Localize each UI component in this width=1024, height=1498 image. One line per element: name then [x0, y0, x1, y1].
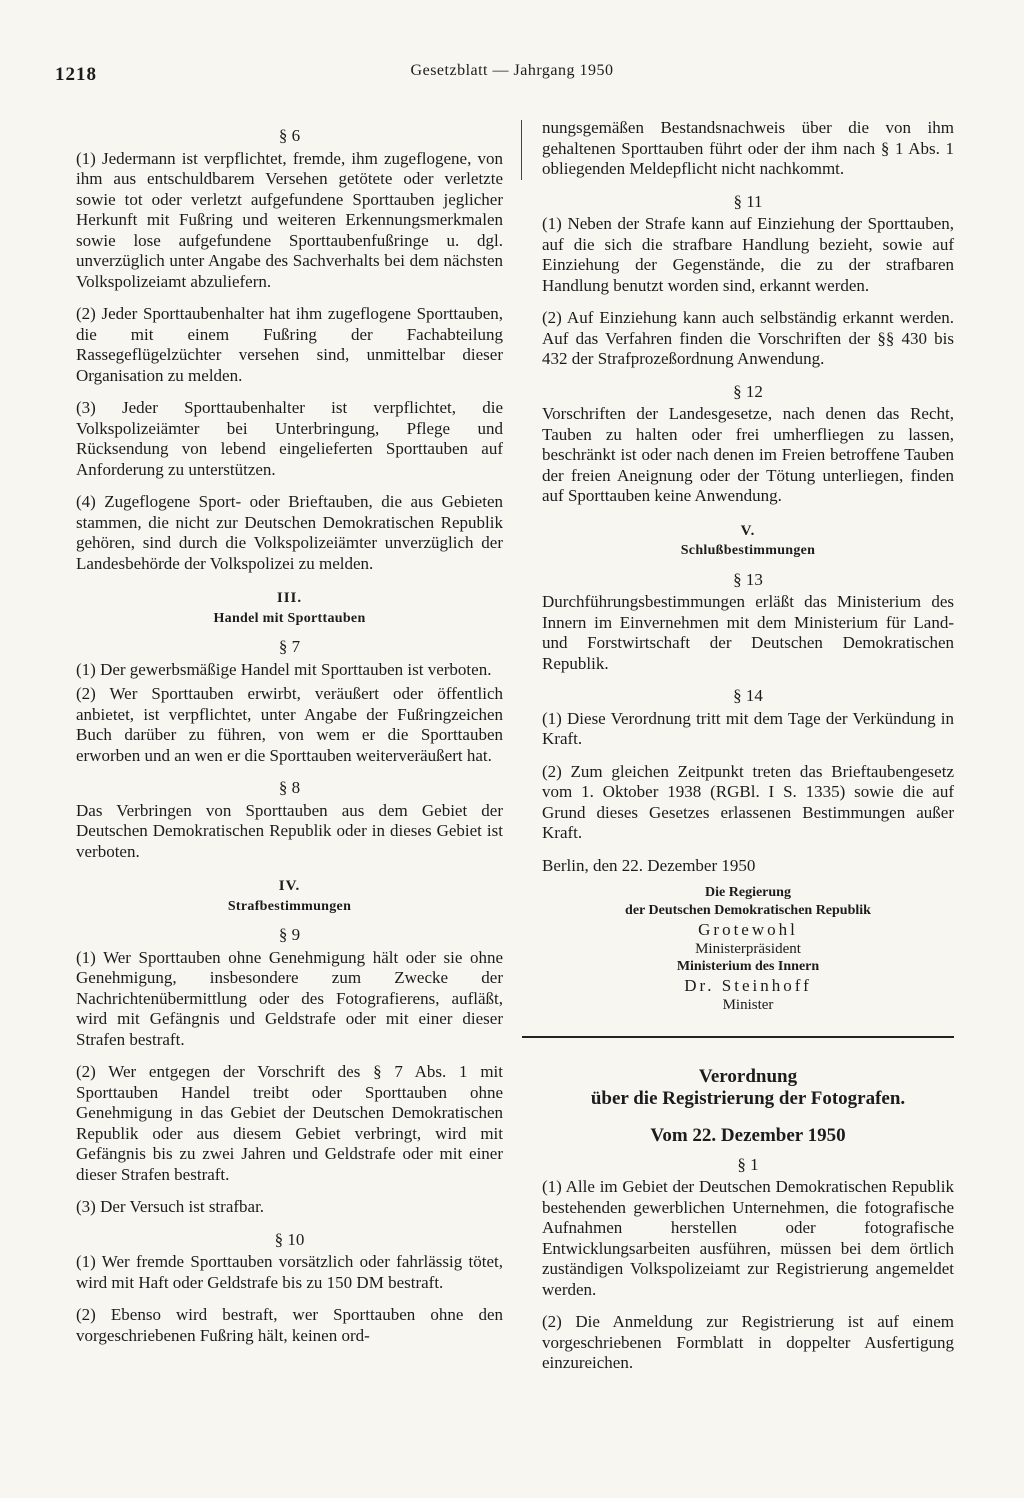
signatory-name: Dr. Steinhoff [684, 976, 812, 995]
place-date: Berlin, den 22. Dezember 1950 [542, 855, 756, 875]
paragraph-heading: § 10 [274, 1229, 305, 1249]
body-text: (1) Der gewerbsmäßige Handel mit Sporttauben ist verboten. [76, 659, 492, 679]
body-text: (1) Neben der Strafe kann auf Einziehung der Sporttauben, auf die sich die strafbare Handlung bezieht, sowie auf Einziehung der Gegenstände, die zu der strafbaren Handlung benutzt worden sind, erkannt werden. [542, 214, 954, 295]
decree-date: Vom 22. Dezember 1950 [650, 1125, 846, 1146]
body-text: (1) Diese Verordnung tritt mit dem Tage der Verkündung in Kraft. [542, 708, 954, 748]
body-text: (3) Jeder Sporttaubenhalter ist verpflichtet, die Volkspolizeiämter bei Unterbringung, Pflege und Rücksendung von lebend eingelieferten Sporttauben auf Anforderung zu unterstützen. [76, 398, 503, 479]
paragraph-heading: § 14 [733, 686, 763, 705]
paragraph-heading: § 13 [733, 569, 763, 589]
signatory-title: Ministerpräsident [695, 941, 801, 957]
body-text: nungsgemäßen Bestandsnachweis über die von ihm gehaltenen Sporttauben führt oder der ihm nach § 1 Abs. 1 obliegenden Meldepflicht nicht nachkommt. [542, 118, 954, 178]
body-text: Das Verbringen von Sporttauben aus dem Gebiet der Deutschen Demokratischen Republik oder in dieses Gebiet ist verboten. [76, 800, 503, 861]
body-text: (2) Wer entgegen der Vorschrift des § 7 Abs. 1 mit Sporttauben Handel treibt oder Sporttauben ohne Genehmigung in das Gebiet der Deutschen Demokratischen Republik oder aus diesem Gebiet verbringt, wird mit Gefängnis bis zu zwei Jahren und Geldstrafe oder mit einer dieser Strafen bestraft. [76, 1062, 503, 1184]
section-number: V. [740, 522, 756, 539]
paragraph-heading: § 12 [733, 381, 763, 401]
paragraph-heading: § 7 [278, 637, 301, 656]
paragraph-heading: § 9 [278, 925, 301, 944]
signatory-title: Minister [722, 997, 774, 1013]
signature-government: Die Regierung [705, 885, 791, 900]
signature-ministry: Ministerium des Innern [676, 959, 820, 974]
body-text: (2) Auf Einziehung kann auch selbständig erkannt werden. Auf das Verfahren finden die Vorschriften der §§ 430 bis 432 der Strafprozeßordnung Anwendung. [542, 308, 954, 368]
body-text: (2) Wer Sporttauben erwirbt, veräußert oder öffentlich anbietet, ist verpflichtet, unter Angabe der Fußringzeichen Buch darüber zu führen, von wem er die Sporttauben erworben und an wen er die Sporttauben weiterveräußert hat. [76, 684, 503, 765]
signatory-name: Grotewohl [698, 920, 798, 939]
paragraph-heading: § 6 [278, 126, 301, 145]
decree-title: Verordnung [698, 1066, 798, 1087]
section-title: Strafbestimmungen [227, 898, 352, 914]
body-text: (1) Wer Sporttauben ohne Genehmigung hält oder sie ohne Genehmigung, insbesondere zum Zwecke der Nachrichtenübermittlung oder des Fotografierens, aufläßt, wird mit Gefängnis und Geldstrafe oder mit einer dieser Strafen bestraft. [76, 947, 503, 1049]
body-text: Durchführungsbestimmungen erläßt das Ministerium des Innern im Einvernehmen mit dem Ministerium für Land- und Forstwirtschaft der Deutschen Demokratischen Republik. [542, 592, 954, 673]
signature-government: der Deutschen Demokratischen Republik [625, 903, 871, 918]
body-text: (1) Jedermann ist verpflichtet, fremde, ihm zugeflogene, von ihm aus entschuldbarem Versehen getötete oder verletzte sowie tot oder verletzt aufgefundene Sporttauben jeglicher Herkunft mit Fußring und weiteren Erkennungsmerkmalen sowie lose aufgefundene Sporttaubenfußringe u. dgl. unverzüglich unter Angabe des Sachverhalts bei dem nächsten Volkspolizeiamt abzuliefern. [76, 148, 503, 291]
body-text: (4) Zugeflogene Sport- oder Brieftauben, die aus Gebieten stammen, die nicht zur Deutschen Demokratischen Republik gehören, sind durch die Volkspolizeiämter unverzüglich der Landesbehörde der Volkspolizei zu melden. [76, 492, 503, 573]
paragraph-heading: § 8 [278, 778, 301, 797]
section-number: IV. [278, 878, 301, 894]
body-text: (1) Alle im Gebiet der Deutschen Demokratischen Republik bestehenden gewerblichen Unternehmen, die fotografische Aufnahmen herstellen oder fotografische Entwicklungsarbeiten ausführen, müssen bei dem örtlich zuständigen Volkspolizeiamt zur Registrierung angemeldet werden. [542, 1177, 954, 1299]
body-text: Vorschriften der Landesgesetze, nach denen das Recht, Tauben zu halten oder frei umherfliegen zu lassen, beschränkt ist oder nach denen im Freien betroffene Tauben der freien Aneignung oder der Tötung unterliegen, finden auf Sporttauben keine Anwendung. [542, 404, 954, 505]
decree-title: über die Registrierung der Fotografen. [590, 1088, 906, 1109]
section-title: Handel mit Sporttauben [213, 610, 366, 626]
decree [542, 1066, 954, 1374]
body-text: (1) Wer fremde Sporttauben vorsätzlich oder fahrlässig tötet, wird mit Haft oder Geldstrafe bis zu 150 DM bestraft. [76, 1252, 503, 1292]
running-head: Gesetzblatt — Jahrgang 1950 [410, 62, 614, 79]
section-title: Schlußbestimmungen [680, 543, 816, 558]
column-rule [521, 120, 522, 180]
body-text: (2) Jeder Sporttaubenhalter hat ihm zugeflogene Sporttauben, die mit einem Fußring der Fachabteilung Rassegeflügelzüchter versehen sind, unmittelbar dieser Organisation zu melden. [76, 304, 503, 385]
section-number: III. [276, 590, 303, 606]
right-column [542, 118, 954, 1386]
paragraph-heading: § 1 [737, 1154, 759, 1174]
section-divider [522, 1036, 954, 1038]
page-number: 1218 [55, 64, 97, 85]
paragraph-heading: § 11 [733, 191, 763, 211]
body-text: (2) Ebenso wird bestraft, wer Sporttauben ohne den vorgeschriebenen Fußring hält, keinen ord- [76, 1305, 503, 1345]
left-column [76, 118, 503, 1358]
body-text: (2) Zum gleichen Zeitpunkt treten das Brieftaubengesetz vom 1. Oktober 1938 (RGBl. I S. 1335) sowie die auf Grund dieses Gesetzes erlassenen Bestimmungen außer Kraft. [542, 761, 954, 842]
body-text: (3) Der Versuch ist strafbar. [76, 1197, 265, 1216]
body-text: (2) Die Anmeldung zur Registrierung ist auf einem vorgeschriebenen Formblatt in doppelter Ausfertigung einzureichen. [542, 1312, 954, 1372]
